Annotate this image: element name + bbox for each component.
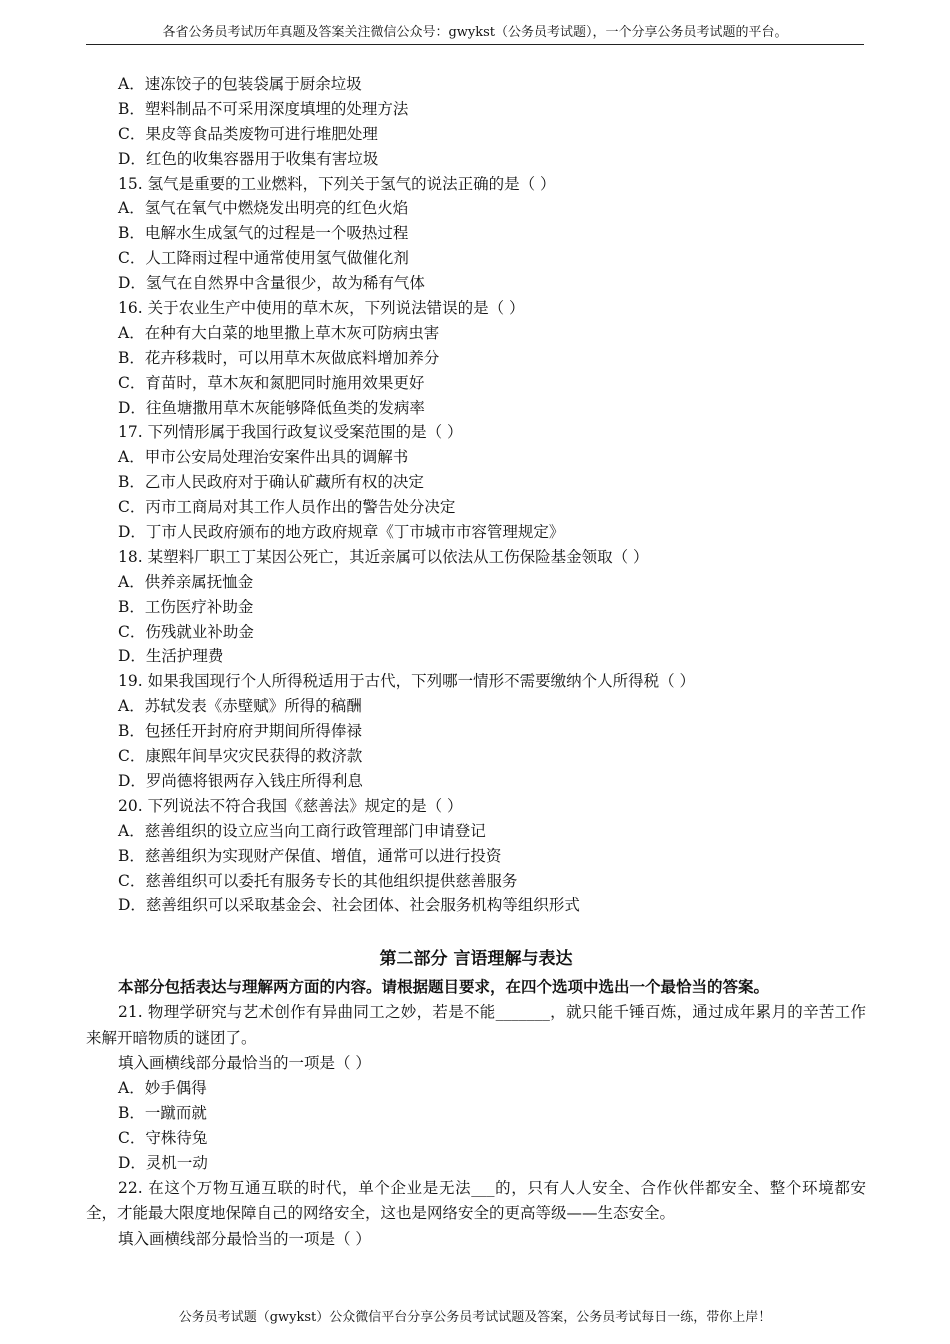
- text-line: C．伤残就业补助金: [118, 622, 254, 641]
- text-line: D．生活护理费: [118, 647, 224, 666]
- text-line: 18. 某塑料厂职工丁某因公死亡，其近亲属可以依法从工伤保险基金领取（ ）: [118, 547, 649, 566]
- question-list-part1: [86, 72, 866, 918]
- text-line: C．守株待兔: [118, 1128, 208, 1147]
- text-line: B．花卉移栽时，可以用草木灰做底料增加养分: [118, 348, 440, 367]
- page-footer: 公务员考试题（gwykst）公众微信平台分享公务员考试试题及答案，公务员考试每日一练，带你上岸！: [178, 1310, 772, 1325]
- section-title: 第二部分 言语理解与表达: [379, 949, 573, 970]
- text-line: C．慈善组织可以委托有服务专长的其他组织提供慈善服务: [118, 871, 518, 890]
- text-line: 填入画横线部分最恰当的一项是（ ）: [118, 1054, 371, 1073]
- text-line: A．慈善组织的设立应当向工商行政管理部门申请登记: [118, 821, 486, 840]
- text-line: 20. 下列说法不符合我国《慈善法》规定的是（ ）: [118, 796, 463, 815]
- text-line: 17. 下列情形属于我国行政复议受案范围的是（ ）: [118, 423, 463, 442]
- text-line: 填入画横线部分最恰当的一项是（ ）: [118, 1229, 371, 1248]
- text-line: B．塑料制品不可采用深度填埋的处理方法: [118, 99, 409, 118]
- text-line: B．乙市人民政府对于确认矿藏所有权的决定: [118, 473, 424, 492]
- document-body: [86, 72, 866, 1252]
- text-line: A．苏轼发表《赤壁赋》所得的稿酬: [118, 697, 362, 716]
- text-line: B．一蹴而就: [118, 1104, 207, 1123]
- text-line: 15. 氢气是重要的工业燃料，下列关于氢气的说法正确的是（ ）: [118, 174, 556, 193]
- text-line: A．在种有大白菜的地里撒上草木灰可防病虫害: [118, 323, 440, 342]
- text-line: A．氢气在氧气中燃烧发出明亮的红色火焰: [118, 199, 409, 218]
- text-line: B．慈善组织为实现财产保值、增值，通常可以进行投资: [118, 846, 502, 865]
- text-line: C．丙市工商局对其工作人员作出的警告处分决定: [118, 498, 456, 517]
- text-line: C．育苗时，草木灰和氮肥同时施用效果更好: [118, 373, 425, 392]
- text-line: D．丁市人民政府颁布的地方政府规章《丁市城市市容管理规定》: [118, 523, 565, 542]
- text-line: D．灵机一动: [118, 1153, 208, 1172]
- text-line: A．妙手偶得: [118, 1079, 207, 1098]
- text-line: C．果皮等食品类废物可进行堆肥处理: [118, 124, 378, 143]
- question-21-text: 21. 物理学研究与艺术创作有异曲同工之妙，若是不能_______，就只能千锤百炼，通过成年累月的辛苦工作来解开暗物质的谜团了。: [86, 1003, 866, 1047]
- section-intro: 本部分包括表达与理解两方面的内容。请根据题目要求，在四个选项中选出一个最恰当的答案。: [118, 977, 770, 997]
- text-line: D．红色的收集容器用于收集有害垃圾: [118, 149, 379, 168]
- text-line: 16. 关于农业生产中使用的草木灰，下列说法错误的是（ ）: [118, 299, 525, 318]
- text-line: D．慈善组织可以采取基金会、社会团体、社会服务机构等组织形式: [118, 896, 580, 915]
- page-header: 各省公务员考试历年真题及答案关注微信公众号：gwykst（公务员考试题），一个分享公务员考试题的平台。: [86, 24, 864, 45]
- text-line: C．康熙年间旱灾灾民获得的救济款: [118, 747, 363, 766]
- text-line: A．甲市公安局处理治安案件出具的调解书: [118, 448, 409, 467]
- text-line: B．包拯任开封府府尹期间所得俸禄: [118, 722, 362, 741]
- text-line: A．供养亲属抚恤金: [118, 572, 254, 591]
- question-21-options: [86, 1051, 866, 1175]
- text-line: B．工伤医疗补助金: [118, 597, 254, 616]
- text-line: D．氢气在自然界中含量很少，故为稀有气体: [118, 274, 425, 293]
- text-line: A．速冻饺子的包装袋属于厨余垃圾: [118, 75, 362, 93]
- question-22-text: 22. 在这个万物互通互联的时代，单个企业是无法___的，只有人人安全、合作伙伴都安全、整个环境都安全，才能最大限度地保障自己的网络安全，这也是网络安全的更高等级——生态安全。: [86, 1178, 866, 1223]
- text-line: 19. 如果我国现行个人所得税适用于古代，下列哪一情形不需要缴纳个人所得税（ ）: [118, 672, 696, 691]
- text-line: B．电解水生成氢气的过程是一个吸热过程: [118, 224, 409, 243]
- question-22-options: [86, 1227, 866, 1252]
- text-line: D．罗尚德将银两存入钱庄所得利息: [118, 771, 363, 790]
- text-line: D．往鱼塘撒用草木灰能够降低鱼类的发病率: [118, 398, 425, 417]
- text-line: C．人工降雨过程中通常使用氢气做催化剂: [118, 249, 409, 268]
- section-gap: [86, 918, 866, 944]
